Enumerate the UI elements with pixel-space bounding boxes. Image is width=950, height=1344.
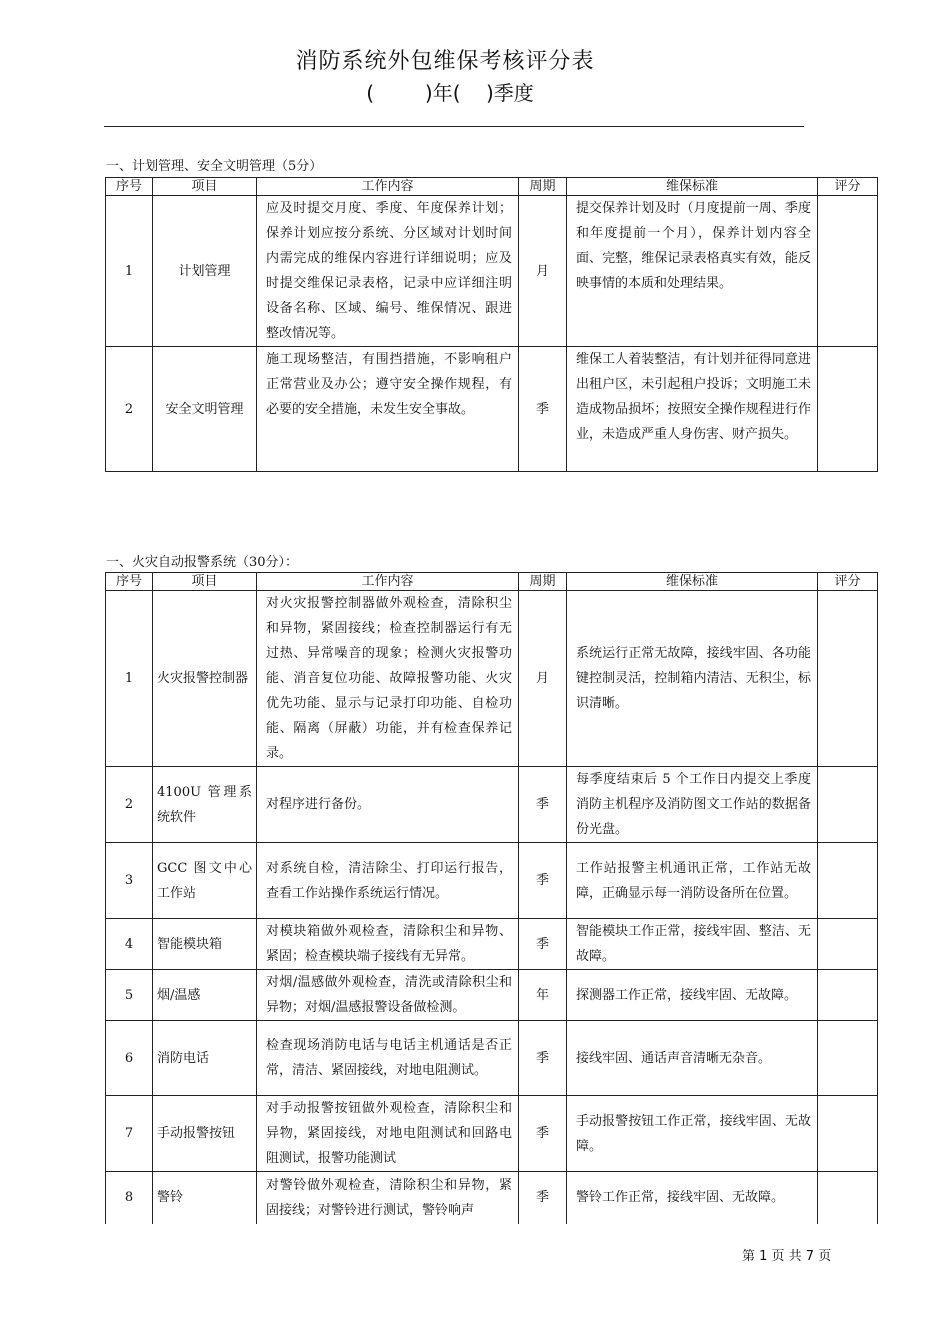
row-standard: 接线牢固、通话声音清晰无杂音。 [567,1021,818,1096]
table-header-row [106,178,878,196]
row-no: 7 [106,1096,153,1172]
row-item: 安全文明管理 [153,347,257,472]
row-item: 4100U 管理系统软件 [153,767,257,843]
row-period: 季 [519,843,567,919]
row-score[interactable] [818,843,878,919]
row-score[interactable] [818,591,878,767]
row-period: 季 [519,1021,567,1096]
row-item: 消防电话 [153,1021,257,1096]
row-content: 对程序进行备份。 [257,767,519,843]
row-period: 年 [519,970,567,1021]
row-item: 警铃 [153,1172,257,1224]
section2-title: 一、火灾自动报警系统（30分）： [106,555,299,570]
col-header-score: 评分 [818,178,878,196]
row-score[interactable] [818,1172,878,1224]
col-header-no: 序号 [106,178,153,196]
col-header-no: 序号 [106,573,153,591]
col-header-standard: 维保标准 [567,573,818,591]
row-score[interactable] [818,919,878,970]
row-item: GCC 图文中心工作站 [153,843,257,919]
row-score[interactable] [818,1096,878,1172]
row-content: 对系统自检，清洁除尘、打印运行报告，查看工作站操作系统运行情况。 [257,843,519,919]
row-item: 计划管理 [153,196,257,347]
row-standard: 工作站报警主机通讯正常，工作站无故障，正确显示每一消防设备所在位置。 [567,843,818,919]
row-content: 施工现场整洁，有围挡措施，不影响租户正常营业及办公；遵守安全操作规程，有必要的安全措施，未发生安全事故。 [257,347,519,472]
row-content: 应及时提交月度、季度、年度保养计划；保养计划应按分系统、分区域对计划时间内需完成的维保内容进行详细说明；应及时提交维保记录表格，记录中应详细注明设备名称、区域、编号、维保情况、跟进整改情况等。 [257,196,519,347]
col-header-period: 周期 [519,178,567,196]
row-item: 火灾报警控制器 [153,591,257,767]
document-title: 消防系统外包维保考核评分表 [295,49,595,74]
row-standard: 提交保养计划及时（月度提前一周、季度和年度提前一个月），保养计划内容全面、完整，维保记录表格真实有效，能反映事情的本质和处理结果。 [567,196,818,347]
row-score[interactable] [818,970,878,1021]
row-content: 对火灾报警控制器做外观检查，清除积尘和异物，紧固接线；检查控制器运行有无过热、异常噪音的现象；检测火灾报警功能、消音复位功能、故障报警功能、火灾优先功能、显示与记录打印功能、自检功能、隔离（屏蔽）功能，并有检查保养记录。 [257,591,519,767]
row-no: 5 [106,970,153,1021]
row-content: 对模块箱做外观检查，清除积尘和异物、紧固；检查模块端子接线有无异常。 [257,919,519,970]
col-header-standard: 维保标准 [567,178,818,196]
row-content: 检查现场消防电话与电话主机通话是否正常，清洁、紧固接线，对地电阻测试。 [257,1021,519,1096]
table-row [106,1172,878,1224]
row-period: 月 [519,196,567,347]
row-period: 季 [519,1096,567,1172]
row-item: 智能模块箱 [153,919,257,970]
page-number: 第 1 页 共 7 页 [742,1249,832,1264]
col-header-item: 项目 [153,573,257,591]
table-row [106,1021,878,1096]
table-row [106,767,878,843]
row-standard: 系统运行正常无故障，接线牢固、各功能键控制灵活，控制箱内清洁、无积尘，标识清晰。 [567,591,818,767]
row-period: 季 [519,919,567,970]
row-no: 1 [106,196,153,347]
col-header-score: 评分 [818,573,878,591]
table-header-row [106,573,878,591]
section2-table [105,572,878,1224]
col-header-content: 工作内容 [257,573,519,591]
row-standard: 智能模块工作正常，接线牢固、整洁、无故障。 [567,919,818,970]
row-content: 对手动报警按钮做外观检查，清除积尘和异物，紧固接线，对地电阻测试和回路电阻测试，报警功能测试 [257,1096,519,1172]
row-period: 月 [519,591,567,767]
row-score[interactable] [818,347,878,472]
row-no: 1 [106,591,153,767]
row-content: 对烟/温感做外观检查，清洗或清除积尘和异物；对烟/温感报警设备做检测。 [257,970,519,1021]
row-standard: 每季度结束后 5 个工作日内提交上季度消防主机程序及消防图文工作站的数据备份光盘。 [567,767,818,843]
row-content: 对警铃做外观检查，清除积尘和异物，紧固接线；对警铃进行测试，警铃响声 [257,1172,519,1224]
row-standard: 探测器工作正常，接线牢固、无故障。 [567,970,818,1021]
col-header-content: 工作内容 [257,178,519,196]
table-row [106,1096,878,1172]
table-row [106,196,878,347]
col-header-period: 周期 [519,573,567,591]
row-standard: 警铃工作正常，接线牢固、无故障。 [567,1172,818,1224]
table-row [106,347,878,472]
row-period: 季 [519,347,567,472]
section1-title: 一、计划管理、安全文明管理（5分） [106,159,323,174]
table-row [106,919,878,970]
row-no: 3 [106,843,153,919]
row-score[interactable] [818,767,878,843]
row-no: 8 [106,1172,153,1224]
row-no: 2 [106,767,153,843]
col-header-item: 项目 [153,178,257,196]
row-score[interactable] [818,196,878,347]
table-row [106,970,878,1021]
row-period: 季 [519,1172,567,1224]
table-row [106,591,878,767]
row-standard: 维保工人着装整洁，有计划并征得同意进出租户区，未引起租户投诉；文明施工未造成物品损坏；按照安全操作规程进行作业，未造成严重人身伤害、财产损失。 [567,347,818,472]
row-no: 6 [106,1021,153,1096]
row-score[interactable] [818,1021,878,1096]
header-rule [104,126,804,127]
row-no: 4 [106,919,153,970]
table-row [106,843,878,919]
row-period: 季 [519,767,567,843]
row-item: 手动报警按钮 [153,1096,257,1172]
row-standard: 手动报警按钮工作正常，接线牢固、无故障。 [567,1096,818,1172]
section1-table [105,177,878,472]
row-no: 2 [106,347,153,472]
document-subtitle: ( )年( )季度 [366,81,534,105]
row-item: 烟/温感 [153,970,257,1021]
